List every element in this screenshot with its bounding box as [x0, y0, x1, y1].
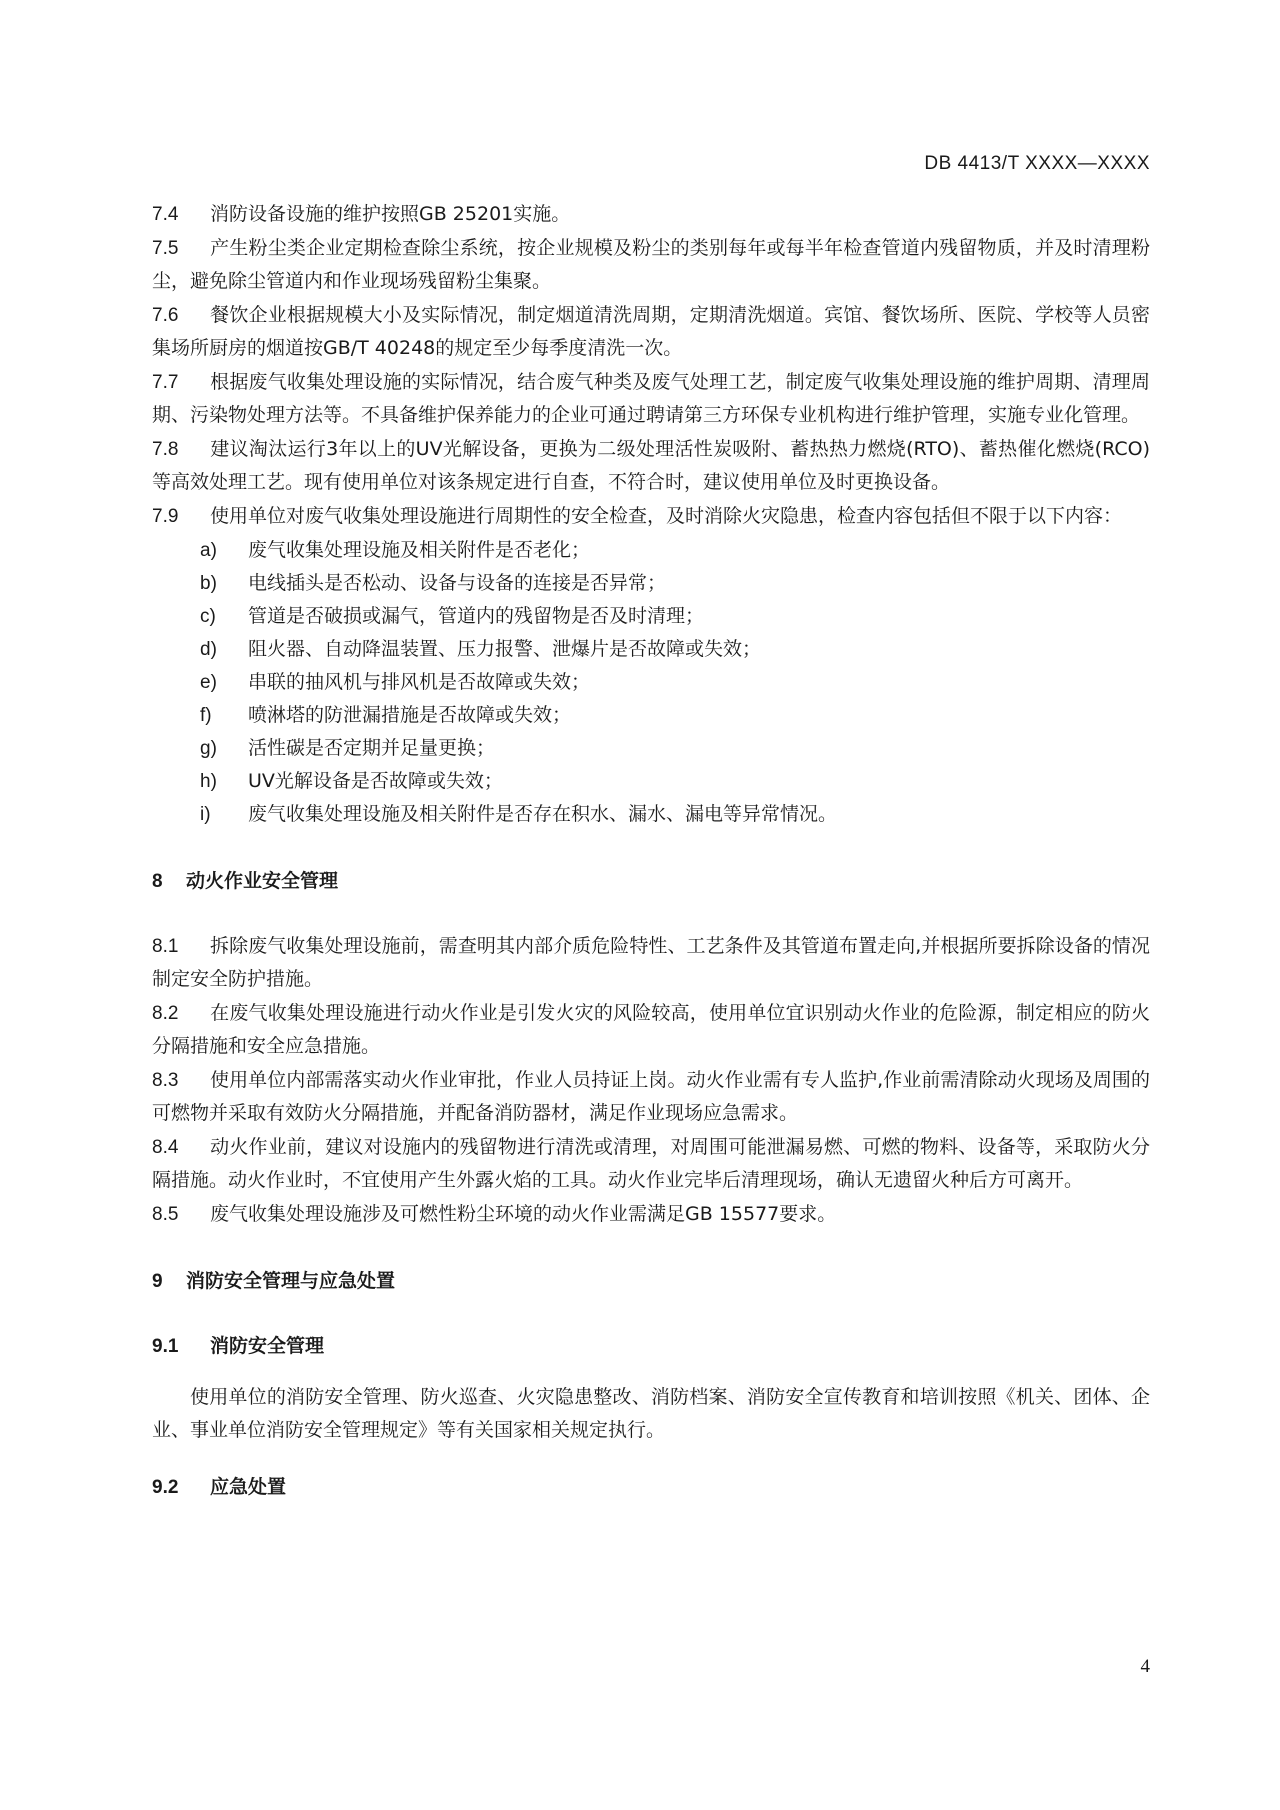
clause-text: 拆除废气收集处理设施前，需查明其内部介质危险特性、工艺条件及其管道布置走向,并根据所要拆除设备的情况制定安全防护措施。: [152, 935, 1150, 990]
clause-number: 8.1: [152, 936, 179, 957]
subsection-number: 9.2: [152, 1477, 179, 1498]
section-heading-8: [152, 865, 1150, 898]
subsection-title: 消防安全管理: [210, 1335, 325, 1357]
list-item: [152, 699, 1150, 732]
clause-8-3: [152, 1064, 1150, 1130]
subsection-title: 应急处置: [210, 1476, 287, 1498]
clause-text: 使用单位对废气收集处理设施进行周期性的安全检查，及时消除火灾隐患，检查内容包括但不限于以下内容：: [210, 505, 1123, 527]
list-item: [152, 567, 1150, 600]
clause-number: 8.4: [152, 1137, 179, 1158]
list-marker: f): [200, 705, 212, 726]
list-marker: i): [200, 804, 211, 825]
clause-text: 使用单位内部需落实动火作业审批，作业人员持证上岗。动火作业需有专人监护,作业前需清除动火现场及周围的可燃物并采取有效防火分隔措施，并配备消防器材，满足作业现场应急需求。: [152, 1069, 1150, 1124]
list-item: [152, 765, 1150, 798]
list-text: 喷淋塔的防泄漏措施是否故障或失效；: [248, 704, 572, 726]
list-marker: a): [200, 540, 217, 561]
clause-text: 根据废气收集处理设施的实际情况，结合废气种类及废气处理工艺，制定废气收集处理设施的维护周期、清理周期、污染物处理方法等。不具备维护保养能力的企业可通过聘请第三方环保专业机构进行维护管理，实施专业化管理。: [152, 371, 1150, 426]
clause-text: 废气收集处理设施涉及可燃性粉尘环境的动火作业需满足GB 15577要求。: [210, 1203, 837, 1225]
list-item: [152, 633, 1150, 666]
clause-number: 7.7: [152, 372, 179, 393]
subsection-number: 9.1: [152, 1336, 179, 1357]
clause-number: 8.2: [152, 1003, 179, 1024]
list-item: [152, 534, 1150, 567]
list-text: 电线插头是否松动、设备与设备的连接是否异常；: [248, 572, 667, 594]
section-number: 8: [152, 871, 163, 892]
section-title: 动火作业安全管理: [186, 870, 339, 892]
clause-text: 在废气收集处理设施进行动火作业是引发火灾的风险较高，使用单位宜识别动火作业的危险源，制定相应的防火分隔措施和安全应急措施。: [152, 1002, 1150, 1057]
clause-7-9: [152, 500, 1150, 533]
clause-number: 7.6: [152, 305, 179, 326]
clause-number: 7.8: [152, 439, 179, 460]
list-text: 废气收集处理设施及相关附件是否老化；: [248, 539, 591, 561]
clause-text: 消防设备设施的维护按照GB 25201实施。: [210, 203, 571, 225]
section-heading-9: [152, 1265, 1150, 1298]
section-number: 9: [152, 1271, 163, 1292]
list-text: 串联的抽风机与排风机是否故障或失效；: [248, 671, 591, 693]
clause-7-5: [152, 232, 1150, 298]
clause-number: 7.9: [152, 506, 179, 527]
document-code: DB 4413/T XXXX—XXXX: [924, 153, 1150, 174]
list-marker: c): [200, 606, 216, 627]
list-marker: e): [200, 672, 217, 693]
clause-8-4: [152, 1131, 1150, 1197]
page-number: 4: [1140, 1656, 1150, 1677]
subsection-heading-9-2: [152, 1471, 1150, 1504]
clause-number: 8.5: [152, 1204, 179, 1225]
list-item: [152, 600, 1150, 633]
list-item: [152, 798, 1150, 831]
list-text: 活性碳是否定期并足量更换；: [248, 737, 496, 759]
clause-text: 餐饮企业根据规模大小及实际情况，制定烟道清洗周期，定期清洗烟道。宾馆、餐饮场所、医院、学校等人员密集场所厨房的烟道按GB/T 40248的规定至少每季度清洗一次。: [152, 304, 1150, 359]
list-marker: h): [200, 771, 217, 792]
list-marker: d): [200, 639, 217, 660]
clause-text: 产生粉尘类企业定期检查除尘系统，按企业规模及粉尘的类别每年或每半年检查管道内残留物质，并及时清理粉尘，避免除尘管道内和作业现场残留粉尘集聚。: [152, 237, 1150, 292]
clause-8-1: [152, 930, 1150, 996]
paragraph-9-1: 使用单位的消防安全管理、防火巡查、火灾隐患整改、消防档案、消防安全宣传教育和培训按照《机关、团体、企业、事业单位消防安全管理规定》等有关国家相关规定执行。: [152, 1386, 1150, 1441]
clause-number: 7.5: [152, 238, 179, 259]
list-marker: b): [200, 573, 217, 594]
list-item: [152, 732, 1150, 765]
clause-7-7: [152, 366, 1150, 432]
clause-8-5: [152, 1198, 1150, 1231]
clause-7-6: [152, 299, 1150, 365]
list-text: 管道是否破损或漏气，管道内的残留物是否及时清理；: [248, 605, 705, 627]
clause-text: 建议淘汰运行3年以上的UV光解设备，更换为二级处理活性炭吸附、蓄热热力燃烧(RTO)、蓄热催化燃烧(RCO)等高效处理工艺。现有使用单位对该条规定进行自查，不符合时，建议使用单位及时更换设备。: [152, 438, 1150, 493]
clause-7-8: [152, 433, 1150, 499]
list-text: UV光解设备是否故障或失效；: [248, 770, 503, 792]
list-text: 阻火器、自动降温装置、压力报警、泄爆片是否故障或失效；: [248, 638, 762, 660]
clause-number: 8.3: [152, 1070, 179, 1091]
checklist: [152, 534, 1150, 831]
list-text: 废气收集处理设施及相关附件是否存在积水、漏水、漏电等异常情况。: [248, 803, 838, 825]
subsection-heading-9-1: [152, 1330, 1150, 1363]
list-marker: g): [200, 738, 217, 759]
document-body: [152, 198, 1150, 1522]
list-item: [152, 666, 1150, 699]
clause-8-2: [152, 997, 1150, 1063]
clause-text: 动火作业前，建议对设施内的残留物进行清洗或清理，对周围可能泄漏易燃、可燃的物料、设备等，采取防火分隔措施。动火作业时，不宜使用产生外露火焰的工具。动火作业完毕后清理现场，确认无遗留火种后方可离开。: [152, 1136, 1150, 1191]
section-title: 消防安全管理与应急处置: [186, 1270, 396, 1292]
clause-7-4: [152, 198, 1150, 231]
clause-number: 7.4: [152, 204, 179, 225]
